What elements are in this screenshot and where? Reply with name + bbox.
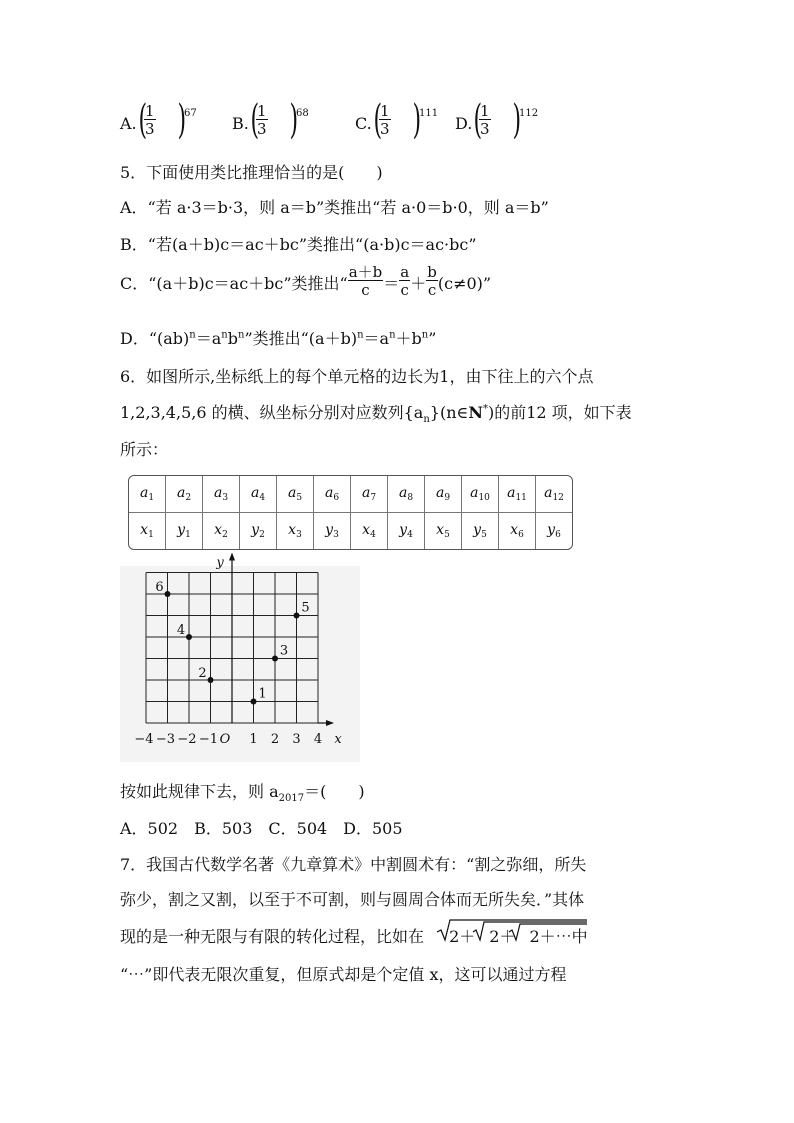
table-cell xyxy=(425,513,462,549)
cell-subscript: 12 xyxy=(552,493,564,503)
table-cell xyxy=(499,513,536,549)
x-tick-label: −1 xyxy=(198,732,219,747)
cell-var: y xyxy=(547,522,556,538)
table-cell xyxy=(277,476,314,513)
q5-option-d[interactable]: D．“$(ab)^n=a^nb^n$”类推出“$(a+b)^n=a^n+b^n$” xyxy=(120,329,437,348)
cell-subscript: 2 xyxy=(222,530,228,540)
cell-var: a xyxy=(213,485,223,501)
q6-line-3: 所示： xyxy=(120,440,169,459)
cell-var: a xyxy=(435,485,445,501)
cell-subscript: 7 xyxy=(370,493,377,503)
table-cell xyxy=(351,476,388,513)
table-cell xyxy=(314,476,351,513)
point-1 xyxy=(251,699,257,705)
table-cell xyxy=(314,513,351,549)
cell-subscript: 5 xyxy=(296,493,303,503)
table-cell xyxy=(536,476,572,513)
x-tick-label: 3 xyxy=(292,732,301,747)
table-cell xyxy=(166,476,203,513)
cell-subscript: 3 xyxy=(333,530,339,540)
table-cell xyxy=(240,476,277,513)
table-cell xyxy=(388,513,425,549)
cell-var: y xyxy=(177,522,186,538)
table-cell xyxy=(129,476,166,513)
cell-var: a xyxy=(139,485,149,501)
cell-subscript: 8 xyxy=(407,493,414,503)
cell-var: y xyxy=(251,522,260,538)
cell-var: a xyxy=(324,485,334,501)
cell-var: a xyxy=(287,485,297,501)
cell-var: y xyxy=(473,522,482,538)
x-tick-label: 1 xyxy=(249,732,258,747)
cell-subscript: 1 xyxy=(148,493,155,503)
cell-var: x xyxy=(510,522,519,538)
cell-subscript: 1 xyxy=(148,530,154,540)
fraction: $\frac{b}{c}$ xyxy=(427,263,437,299)
cell-subscript: 1 xyxy=(185,530,191,540)
x-tick-label: −4 xyxy=(134,732,154,747)
table-row xyxy=(129,513,572,549)
x-axis-label: x xyxy=(334,732,342,747)
table-cell xyxy=(351,513,388,549)
x-tick-label: −2 xyxy=(177,732,197,747)
cell-subscript: 2 xyxy=(259,530,265,540)
point-5 xyxy=(294,613,300,619)
left-paren: ( xyxy=(138,97,148,143)
table-cell xyxy=(499,476,536,513)
sequence-table xyxy=(128,475,573,550)
point-6 xyxy=(165,591,171,597)
q6-choices[interactable]: A．502 B．503 C．504 D．505 xyxy=(120,819,403,838)
cell-subscript: 3 xyxy=(296,530,302,540)
cell-subscript: 5 xyxy=(444,530,450,540)
cell-var: y xyxy=(325,522,334,538)
q5-stem: 5．下面使用类比推理恰当的是( ) xyxy=(120,163,383,182)
cell-subscript: 6 xyxy=(555,530,561,540)
x-tick-label: −3 xyxy=(155,732,176,747)
cell-var: a xyxy=(176,485,186,501)
q5-option-a[interactable]: A．“若 a·3＝b·3，则 a＝b”类推出“若 a·0＝b·0，则 a＝b” xyxy=(120,198,549,217)
q6-line-1: 6．如图所示,坐标纸上的每个单元格的边长为1，由下往上的六个点 xyxy=(120,367,594,386)
point-2 xyxy=(208,677,214,683)
table-cell xyxy=(203,513,240,549)
table-cell xyxy=(129,513,166,549)
q7-line-2: 弥少，割之又割，以至于不可割，则与圆周合体而无所失矣．”其体 xyxy=(120,890,585,909)
q5-option-c[interactable]: C．“(a＋b)c＝ac＋bc”类推出“ $\frac{a+b}{c}$ ＝ $\frac{a}{c}$ ＋ $\frac{b}{c}$ (c≠0)” xyxy=(120,263,492,299)
table-cell xyxy=(388,476,425,513)
cell-subscript: 4 xyxy=(259,493,266,503)
q6-question: 按如此规律下去，则 $a_{2017}=$( ) xyxy=(120,782,365,805)
cell-subscript: 4 xyxy=(370,530,376,540)
point-label: 2 xyxy=(198,666,207,681)
point-label: 5 xyxy=(301,600,310,616)
table-cell xyxy=(166,513,203,549)
cell-var: y xyxy=(399,522,408,538)
table-cell xyxy=(536,513,572,549)
q7-line-3: 现的是一种无限与有限的转化过程，比如在 2＋ 2＋ 2＋⋯中 xyxy=(120,924,588,947)
right-paren: ) xyxy=(177,97,187,143)
point-label: 6 xyxy=(155,580,164,595)
x-tick-label: 4 xyxy=(313,732,323,747)
q6-line-2: 1,2,3,4,5,6 的横、纵坐标分别对应数列$\{a_n\}(n\in N^*)$的前12 项，如下表 xyxy=(120,403,632,426)
cell-subscript: 5 xyxy=(481,530,487,540)
origin-label: O xyxy=(219,732,231,747)
cell-var: a xyxy=(398,485,408,501)
table-row xyxy=(129,476,572,513)
point-label: 4 xyxy=(176,623,186,638)
cell-var: a xyxy=(470,485,479,501)
table-cell xyxy=(462,513,499,549)
fraction: $\frac{a}{c}$ xyxy=(400,263,410,299)
cell-subscript: 10 xyxy=(478,493,490,503)
cell-subscript: 3 xyxy=(222,493,229,503)
cell-subscript: 9 xyxy=(444,493,451,503)
table-cell xyxy=(462,476,499,513)
cell-var: a xyxy=(507,485,516,501)
cell-subscript: 2 xyxy=(185,493,192,503)
cell-var: a xyxy=(250,485,260,501)
table-cell xyxy=(203,476,240,513)
nested-radical: 2＋ 2＋ 2＋⋯ xyxy=(437,924,572,947)
cell-subscript: 6 xyxy=(518,530,524,540)
q5-option-b[interactable]: B．“若(a＋b)c＝ac＋bc”类推出“(a·b)c＝ac·bc” xyxy=(120,235,477,254)
table-cell xyxy=(277,513,314,549)
cell-var: x xyxy=(288,522,297,538)
cell-var: x xyxy=(214,522,223,538)
cell-var: x xyxy=(140,522,149,538)
coordinate-graph xyxy=(120,555,360,762)
cell-var: a xyxy=(544,485,553,501)
point-3 xyxy=(272,656,278,662)
point-label: 1 xyxy=(258,686,267,702)
point-label: 3 xyxy=(279,643,289,659)
table-cell xyxy=(240,513,277,549)
x-tick-label: 2 xyxy=(270,732,280,747)
y-axis-arrow-icon xyxy=(229,553,235,561)
cell-subscript: 4 xyxy=(407,530,413,540)
cell-var: x xyxy=(362,522,371,538)
q7-line-1: 7．我国古代数学名著《九章算术》中割圆术有：“割之弥细，所失 xyxy=(120,855,587,874)
cell-subscript: 6 xyxy=(333,493,340,503)
cell-var: a xyxy=(361,485,371,501)
fraction: $\frac{a+b}{c}$ xyxy=(348,263,383,299)
table-cell xyxy=(425,476,462,513)
cell-subscript: 11 xyxy=(515,493,527,503)
y-axis-label: y xyxy=(216,555,224,571)
cell-var: x xyxy=(436,522,445,538)
point-4 xyxy=(186,634,192,640)
q7-line-4: “⋯”即代表无限次重复，但原式却是个定值 x，这可以通过方程 xyxy=(120,965,567,984)
